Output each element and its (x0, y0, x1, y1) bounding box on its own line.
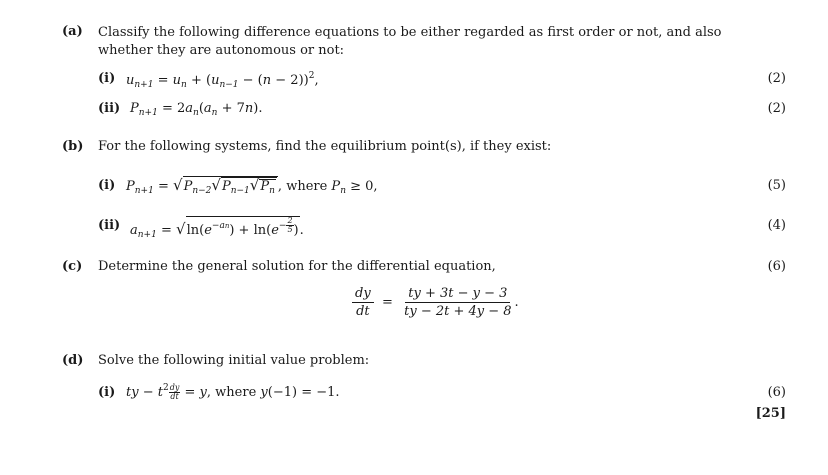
question-a-i-label: (i) (98, 71, 116, 86)
question-a-i-equation: $u_{n+1} = u_n + (u_{n-1} - (n - 2))^2$, (126, 71, 319, 90)
question-b-text: For the following systems, find the equilibrium point(s), if they exist: (98, 139, 552, 154)
question-d-label: (d) (62, 353, 84, 368)
question-a-ii-label: (ii) (98, 101, 121, 116)
question-b-ii-equation: $a_{n+1} = √\ln(e^{-an}) + \ln(e^{- \frac{2}{5}}$ ). (130, 216, 304, 240)
question-a-i-marks: (2) (767, 71, 786, 86)
question-d-i-label: (i) (98, 385, 116, 400)
lhs-fraction: $\frac{dy}{dt}$ (352, 286, 374, 319)
question-b-i-equation: $P_{n+1} = √P_{n-2}√P_{n-1}√P_n$ , where $P_n \ge 0$, (126, 176, 378, 196)
question-b-ii-label: (ii) (98, 218, 121, 233)
question-b-i-label: (i) (98, 178, 116, 193)
question-b-i-where: where (286, 179, 328, 194)
question-c-equation: $\frac{dy}{dt}$ = $\frac{ty + 3t - y - 3}{ty - 2t + 4y - 8}$ . (352, 286, 519, 319)
question-a-text: Classify the following difference equations to be either regarded as first order or not, and also whether they are autonomous or not: (98, 25, 722, 58)
question-b-i-marks: (5) (767, 178, 786, 193)
question-d-i-marks: (6) (767, 385, 786, 400)
question-d-i-where: where (215, 385, 257, 400)
question-a-ii-equation: $P_{n+1} = 2a_n(a_n + 7n)$. (130, 101, 263, 118)
question-a-ii-marks: (2) (767, 101, 786, 116)
question-c-label: (c) (62, 259, 83, 274)
question-c-marks: (6) (767, 259, 786, 274)
total-marks: [25] (755, 406, 786, 421)
question-b-label: (b) (62, 139, 84, 154)
question-b-ii-marks: (4) (767, 218, 786, 233)
question-d-i-equation: ty − $t^2$ $\frac{dy}{dt}$ = y, where y(−1) = −1. (126, 383, 340, 401)
question-a-label: (a) (62, 24, 83, 39)
rhs-fraction: $\frac{ty + 3t - y - 3}{ty - 2t + 4y - 8}$ (404, 286, 512, 319)
question-c-text: Determine the general solution for the differential equation, (98, 259, 496, 274)
question-d-text: Solve the following initial value problem: (98, 353, 370, 368)
